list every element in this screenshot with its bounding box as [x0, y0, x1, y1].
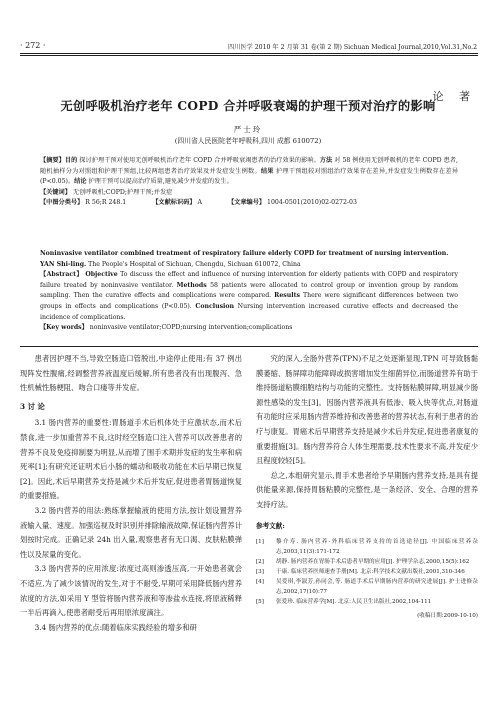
results-en-label: Results	[274, 292, 300, 300]
running-header	[0, 38, 496, 52]
clc-label: 【中图分类号】	[40, 199, 84, 207]
article-id-label: 【文章编号】	[227, 199, 266, 207]
article-author: 严士玲	[233, 125, 263, 134]
paragraph: 患者因护理不当,导致空肠造口管脱出,中途停止使用;有 37 例出现阵发性腹痛,经调整营养液温度后缓解,所有患者没有出现腹泻、急性机械性肠梗阻、吻合口瘘等并发症。	[20, 354, 242, 393]
abstract-cn	[40, 156, 458, 209]
journal-info: 四川医学 2010 年 2 月第 31 卷(第 2 期) Sichuan Medical Journal,2010,Vol.31,No.2	[228, 44, 478, 51]
english-affiliation: The People's Hospital of Sichuan, Chengdu, Sichuan 610072, China	[86, 260, 301, 268]
doc-code-value: A	[195, 199, 202, 207]
reference-number: [1]	[256, 539, 264, 546]
header-rule-thin	[20, 55, 478, 56]
methods-en-label: Methods	[176, 281, 207, 289]
objective-text: 探讨护理干预对使用无创呼吸机治疗老年 COPD 合并呼吸衰竭患者的治疗效果的影响。	[77, 157, 320, 164]
reference-text: 黎介寿. 肠内营养-外科临床营养支持的首选途径[J]. 中国临床营养杂志,2003,11(3):171-172	[276, 539, 478, 556]
abstract-divider	[20, 346, 478, 347]
methods-en-text: 58 patients were allocated to control group or invention group by random sampling. Then the curative effects and complications were compared.	[40, 281, 458, 300]
keywords-cn-text: 无创呼吸机;COPD;护理干预;并发症	[70, 188, 173, 196]
article-id-value: 1004-0501(2010)02-0272-03	[265, 199, 357, 207]
objective-en-label: Objective	[85, 271, 118, 279]
reference-item	[256, 537, 478, 557]
conclusion-en-label: Conclusion	[195, 302, 235, 310]
reference-number: [2]	[256, 559, 264, 566]
english-author: YAN Shi-ling.	[40, 260, 87, 268]
keywords-en-label: 【Key words】	[40, 324, 88, 332]
conclusion-text: 护理干预可以提高治疗质量,避免减少并发症的发生。	[86, 178, 233, 186]
header-rule	[20, 53, 478, 54]
reference-number: [5]	[256, 599, 264, 606]
references-heading: 参考文献:	[256, 521, 285, 530]
paragraph: 3.1 肠内营养的重要性:胃肠道手术后机体处于应激状态,而术后禁食,进一步加重营养不良,这时经空肠造口注入营养可以改善患者的营养不良及免疫抑制要为明显,从而增了围手术期并发症的发生率和病死率[1];有研究还证明术后小肠的蠕动和吸收功能在术后早期已恢复[2]。因此,术后早期营养支持是减少术后并发症,促进患者胃肠道恢复的重要措施。	[20, 418, 242, 501]
keywords-cn-label: 【关键词】	[40, 188, 71, 196]
reference-text: 吴爱琪,李淑芳,孙同会,等. 肠道手术后早期肠内营养的研究进展[J]. 护士进修杂志,2002,17(10):77	[276, 579, 478, 596]
keywords-en-text: noninvasive ventilator;COPD;nursing intervention;complications	[87, 324, 293, 332]
reference-text: 于康. 临床营养医师速查手册[M]. 北京:科学技术文献出版社,2001,310-346	[276, 569, 465, 576]
results-en-text: There were significant differences between two groups in effects and complications (P<0.05).	[40, 292, 458, 310]
abstract-label: 【摘要】	[40, 157, 65, 164]
reference-item	[256, 597, 478, 607]
paragraph: 3.4 肠内营养的优点:随着临床实践经验的增多和研	[34, 622, 197, 632]
paragraph: 3.3 肠内营养的应用浓度:浓度过高则渗透压高,一开始患者就会不适应,为了减少该情况的发生,对于不耐受,早期可采用降低肠内营养浓度的方法,如采用 Y 型管将肠内营养液和等渗盐水连接,将原液稀释一半后再滴入,使患者耐受后再用原浓度滴注。	[20, 564, 242, 618]
doc-code-label: 【文献标识码】	[152, 199, 196, 207]
abstract-en-label: 【Abstract】	[40, 271, 83, 279]
page-number: · 272 ·	[20, 41, 46, 50]
reference-number: [3]	[256, 569, 264, 576]
reference-text: 张爱珍. 临床营养学[M]. 北京:人民卫生出版社,2002,104-111	[276, 599, 432, 606]
reference-item	[256, 557, 478, 567]
objective-label: 目的	[64, 157, 78, 164]
english-title: Noninvasive ventilator combined treatment of respiratory failure elderly COPD for treatment of nursing intervention.	[40, 250, 449, 257]
objective-en-text: To discuss the effect and influence of nursing intervention for elderly patients with COPD and respiratory failure treated by noninvasive ventilator.	[40, 271, 458, 289]
conclusion-en-text: Nursing intervention increased curative effects and decreased the incidence of complications.	[40, 302, 458, 321]
section-label: 论 著	[432, 90, 476, 103]
results-label: 结果	[260, 167, 274, 175]
abstract-en	[40, 249, 458, 334]
paragraph: 3.2 肠内营养的用法:熟练掌握输液的使用方法,按计划设置营养液输入量、速度。加强巡视及时识别并排除输液故障,保证肠内营养计划按时完成。正确记录 24h 出入量,观察患者有无口渴、皮肤粘膜弹性以及尿量的变化。	[20, 505, 242, 559]
left-column	[20, 352, 242, 635]
right-column	[256, 352, 478, 624]
conclusion-label: 结论	[74, 178, 87, 186]
article-title: 无创呼吸机治疗老年 COPD 合并呼吸衰竭的护理干预对治疗的影响	[60, 99, 436, 113]
references-list	[256, 537, 478, 607]
methods-label: 方法	[319, 157, 333, 164]
reference-text: 胡静. 肠内营养在胃肠手术后患者早期的应用[J]. 护理学杂志,2000,15(5):162	[276, 559, 470, 566]
author-affiliation: (四川省人民医院老年呼吸科,四川 成都 610072)	[174, 137, 322, 145]
paragraph: 总之,本组研究显示,胃手术患者给予早期肠内营养支持,是具有提供能量来源,保持胃肠粘膜的完整性,是一条经济、安全、合理的营养支持疗法。	[256, 470, 478, 509]
results-text: 护理干预组较对照组治疗效果存在差异,并发症发生例数存在差异(P<0.05)。	[40, 167, 459, 186]
methods-text: 对 58 例使用无创呼吸机的老年 COPD 患者,随机抽样分为对照组和护理干预组,比较两组患者治疗效果及并发症发生例数。	[40, 157, 459, 175]
reference-item	[256, 577, 478, 597]
reference-item	[256, 567, 478, 577]
received-date: (收稿日期:2009-10-10)	[417, 613, 478, 620]
section-heading: 3 讨 论	[20, 401, 45, 411]
paragraph: 究的深入,全肠外营养(TPN)不足之处逐渐显现,TPN 可导致肠黏膜萎缩、肠屏障功能障碍或损害增加发生细菌异位,而肠道营养有助于维持肠道粘膜细胞结构与功能的完整性。支持肠粘膜屏障,明显减少肠源性感染的发生[3]。因肠内营养液具有低渗、吸入快等优点,对肠道有功能时应采用肠内营养维持和改善患者的营养状态,有利于患者的治疗与康复。胃癌术后早期营养支持是减少术后并发症,促进患者康复的重要措施[3]。肠内营养符合人体生理需要,技术性要求不高,并发症少且程度较轻[5]。	[256, 354, 478, 466]
clc-value: R 56;R 248.1	[83, 199, 127, 207]
reference-number: [4]	[256, 579, 264, 586]
